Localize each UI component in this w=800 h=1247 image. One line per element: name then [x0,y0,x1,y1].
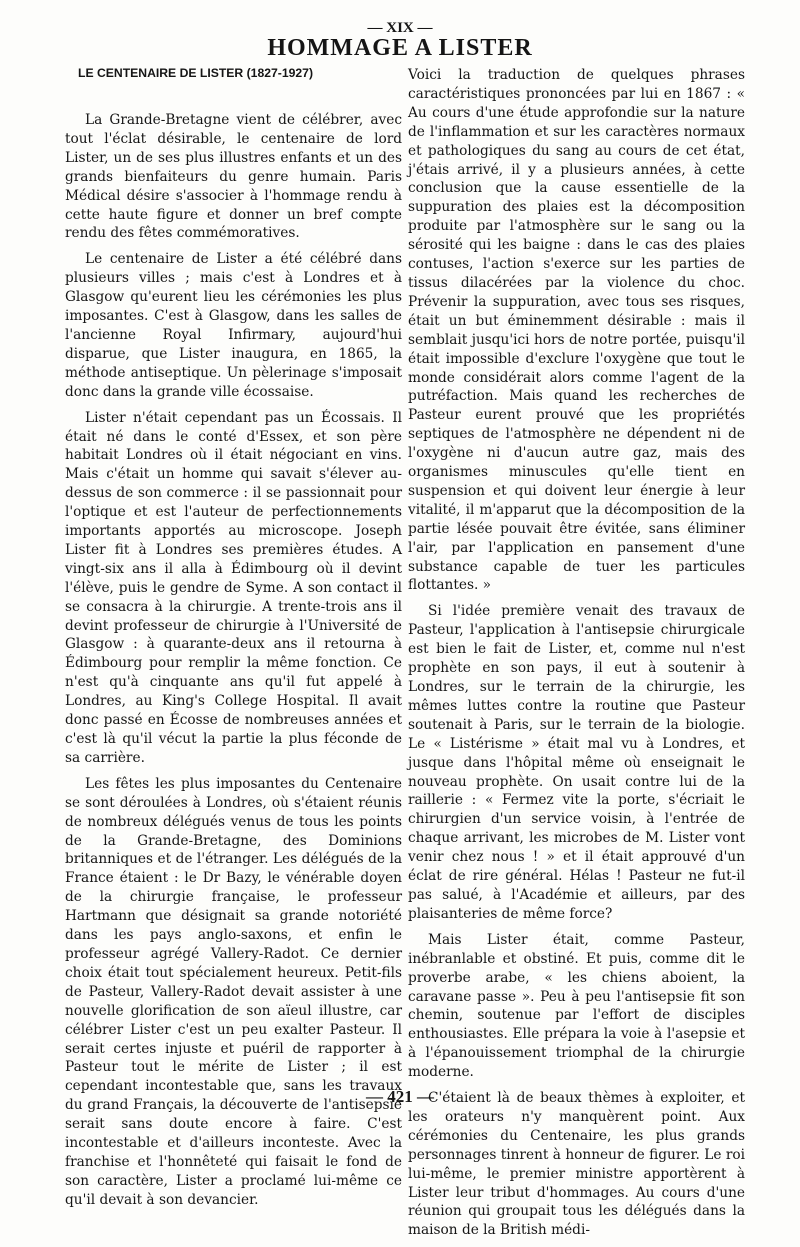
right-column [408,66,745,1247]
page-number: — 421 — [366,1087,434,1106]
paragraph: C'étaient là de beaux thèmes à exploiter, et les orateurs n'y manquèrent point. Aux cérémonies du Centenaire, les plus grands personnages tinrent à honneur de figurer. Le roi lui-même, le premier ministre apportèrent à Lister leur tribut d'hommages. Au cours d'une réunion qui groupait tous les délégués dans la maison de la British médi- [408,1090,745,1239]
paragraph: Le centenaire de Lister a été célébré dans plusieurs villes ; mais c'est à Londres et à Glasgow qu'eurent lieu les cérémonies les plus imposantes. C'est à Glasgow, dans les salles de l'ancienne Royal Infirmary, aujourd'hui disparue, que Lister inaugura, en 1865, la méthode antiseptique. Un pèlerinage s'imposait donc dans la grande ville écossaise. [65,251,402,400]
paragraph: Si l'idée première venait des travaux de Pasteur, l'application à l'antisepsie chirurgicale est bien le fait de Lister, et, comme nul n'est prophète en son pays, il eut à soutenir à Londres, sur le terrain de la chirurgie, les mêmes luttes contre la routine que Pasteur soutenait à Paris, sur le terrain de la biologie. Le « Listérisme » était mal vu à Londres, et jusque dans l'hôpital même où enseignait le nouveau prophète. On usait contre lui de la raillerie : « Fermez vite la porte, s'écriait le chirurgien d'un service voisin, à l'entrée de chaque arrivant, les microbes de M. Lister vont venir chez nous ! » et il était approuvé d'un éclat de rire général. Hélas ! Pasteur ne fut-il pas salué, à l'Académie et ailleurs, par des plaisanteries de même force? [408,603,745,922]
paragraph: Mais Lister était, comme Pasteur, inébranlable et obstiné. Et puis, comme dit le proverbe arabe, « les chiens aboient, la caravane passe ». Peu à peu l'antisepsie fit son chemin, soutenue par l'effort de disciples enthousiastes. Elle prépara la voie à l'asepsie et à l'épanouissement triomphal de la chirurgie moderne. [408,931,745,1081]
paragraph: Les fêtes les plus imposantes du Centenaire se sont déroulées à Londres, où s'étaient réunis de nombreux délégués venus de tous les points de la Grande-Bretagne, des Dominions britanniques et de l'étranger. Les délégués de la France étaient : le Dr Bazy, le vénérable doyen de la chirurgie française, le professeur Hartmann que désignait sa grande notoriété dans les pays anglo-saxons, et enfin le professeur agrégé Vallery-Radot. Ce dernier choix était tout spécialement heureux. Petit-fils de Pasteur, Vallery-Radot devait assister à une nouvelle glorification de son aïeul illustre, car célébrer Lister c'est un peu exalter Pasteur. Il serait certes injuste et puéril de rapporter à Pasteur tout le mérite de Lister ; il est cependant incontestable que, sans les travaux du grand Français, la découverte de l'antisepsie serait sans doute encore à faire. C'est incontestable et d'ailleurs inconteste. Avec la franchise et l'honnêteté qui faisait le fond de son caractère, Lister a proclamé lui-même ce qu'il devait à son devancier. [65,775,402,1208]
paragraph: Lister n'était cependant pas un Écossais. Il était né dans le conté d'Essex, et son père habitait Londres où il était négociant en vins. Mais c'était un homme qui savait s'élever au-dessus de son commerce : il se passionnait pour l'optique et est l'auteur de perfectionnements importants apportés au microscope. Joseph Lister fit à Londres ses premières études. A vingt-six ans il alla à Édimbourg où il devint l'élève, puis le gendre de Syme. A son contact il se consacra à la chirurgie. A trente-trois ans il devint professeur de chirurgie à l'Université de Glasgow : à quarante-deux ans il retourna à Édimbourg pour remplir la même fonction. Ce n'est qu'à cinquante ans qu'il fut appelé à Londres, au King's College Hospital. Il avait donc passé en Écosse de nombreuses années et c'est là qu'il vécut la partie la plus féconde de sa carrière. [65,409,402,766]
left-column [65,66,402,1217]
roman-page-header: — XIX — [367,20,433,36]
paragraph: Voici la traduction de quelques phrases caractéristiques prononcées par lui en 1867 : « Au cours d'une étude approfondie sur la nature de l'inflammation et sur les caractères normaux et pathologiques du sang au cours de cet état, j'étais arrivé, il y a plusieurs années, à cette conclusion que la cause essentielle de la suppuration des plaies est la décomposition produite par l'atmosphère sur le sang ou la sérosité qui les baigne : dans le cas des plaies contuses, l'action s'exerce sur les parties de tissus dilacérées par la violence du choc. Prévenir la suppuration, avec tous ses risques, était un but éminemment désirable : mais il semblait jusqu'ici hors de notre portée, puisqu'il était impossible d'exclure l'oxygène que tout le monde considérait alors comme l'agent de la putréfaction. Mais quand les recherches de Pasteur eurent prouvé que les propriétés septiques de l'atmosphère ne dépendent ni de l'oxygène ni d'aucun autre gaz, mais des organismes minuscules qu'elle tient en suspension et qui doivent leur énergie à leur vitalité, il m'apparut que la décomposition de la partie lésée pouvait être évitée, sans éliminer l'air, par l'application en pansement d'une substance capable de tuer les particules flottantes. » [408,67,745,594]
paragraph: La Grande-Bretagne vient de célébrer, avec tout l'éclat désirable, le centenaire de lord Lister, un de ses plus illustres enfants et un des grands bienfaiteurs du genre humain. Paris Médical désire s'associer à l'hommage rendu à cette haute figure et donner un bref compte rendu des fêtes commémoratives. [65,112,402,242]
article-title: HOMMAGE A LISTER [267,35,533,61]
article-subheading: LE CENTENAIRE DE LISTER (1827-1927) [78,66,314,80]
